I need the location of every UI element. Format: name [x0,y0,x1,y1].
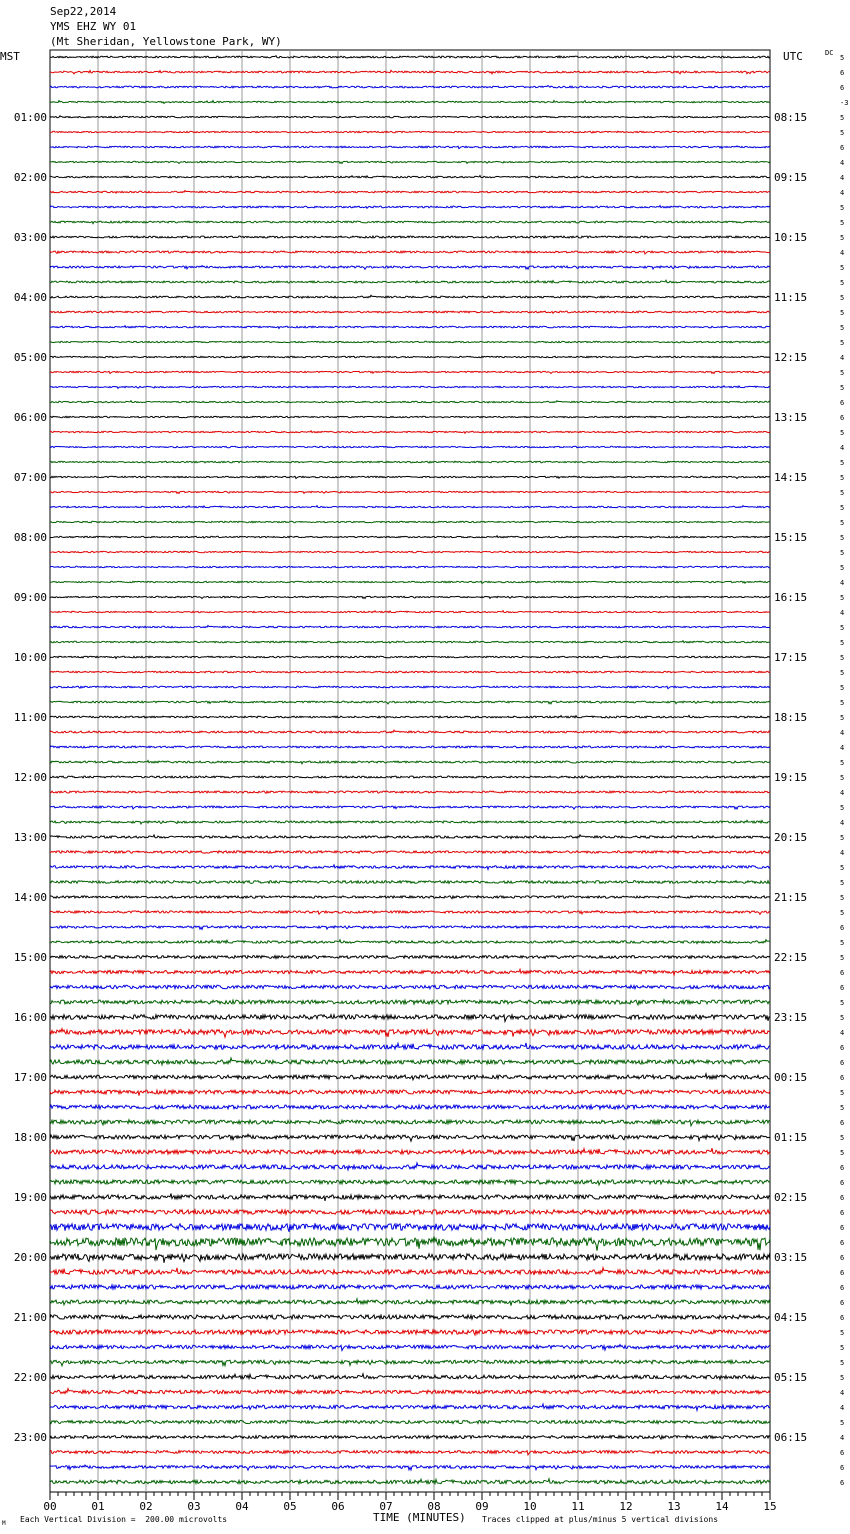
dc-offset-label: 5 [840,1149,845,1157]
trace-line-43 [50,701,770,704]
trace-line-53 [50,851,770,854]
trace-line-90 [50,1404,770,1410]
trace-line-40 [50,656,770,658]
right-hour-label: 03:15 [774,1251,808,1264]
x-tick-label: 04 [235,1500,249,1513]
right-timezone-label: UTC [783,50,803,63]
dc-offset-label: 5 [840,459,845,467]
right-hour-label: 21:15 [774,891,808,904]
dc-offset-label: 5 [840,114,845,122]
dc-offset-label: 6 [840,1074,845,1082]
trace-line-89 [50,1389,770,1394]
trace-line-48 [50,776,770,778]
trace-line-11 [50,221,770,224]
dc-offset-label: 6 [840,414,845,422]
right-hour-label: 17:15 [774,651,808,664]
dc-offset-label: 5 [840,1359,845,1367]
dc-offset-label: 5 [840,1089,845,1097]
dc-offset-label: 6 [840,1119,845,1127]
trace-line-51 [50,820,770,824]
dc-offset-label: 5 [840,564,845,572]
dc-offset-label: 6 [840,1224,845,1232]
corner-mark: M [2,1520,6,1527]
trace-line-15 [50,280,770,283]
dc-offset-label: 6 [840,1479,845,1487]
trace-line-76 [50,1194,770,1201]
x-tick-label: 14 [715,1500,729,1513]
x-tick-label: 10 [523,1500,537,1513]
dc-offset-label: 5 [840,894,845,902]
dc-offset-label: 5 [840,804,845,812]
dc-offset-label: 4 [840,789,845,797]
trace-line-12 [50,236,770,238]
trace-line-86 [50,1345,770,1351]
dc-offset-label: 5 [840,489,845,497]
dc-offset-label: 5 [840,54,845,62]
left-hour-label: 08:00 [13,531,47,544]
trace-line-27 [50,461,770,463]
trace-line-5 [50,131,770,133]
dc-offset-label: 5 [840,534,845,542]
right-hour-label: 11:15 [774,291,808,304]
dc-offset-label: 4 [840,1029,845,1037]
trace-line-17 [50,311,770,313]
trace-line-44 [50,715,770,718]
trace-line-67 [50,1058,770,1065]
dc-offset-label: 5 [840,549,845,557]
x-tick-label: 01 [91,1500,105,1513]
trace-line-68 [50,1074,770,1080]
trace-line-32 [50,536,770,539]
right-hour-label: 04:15 [774,1311,808,1324]
trace-line-94 [50,1465,770,1470]
dc-offset-label: 4 [840,249,845,257]
dc-label: DC [825,49,834,57]
trace-line-9 [50,190,770,193]
right-hour-label: 09:15 [774,171,808,184]
trace-line-69 [50,1090,770,1096]
left-hour-label: 07:00 [13,471,47,484]
trace-line-34 [50,566,770,568]
dc-offset-label: 4 [840,354,845,362]
x-tick-label: 13 [667,1500,681,1513]
right-hour-label: 08:15 [774,111,808,124]
dc-offset-label: 5 [840,1104,845,1112]
trace-line-74 [50,1163,770,1170]
trace-line-59 [50,940,770,944]
x-tick-label: 06 [331,1500,345,1513]
trace-line-63 [50,1000,770,1005]
left-hour-label: 21:00 [13,1311,47,1324]
dc-offset-label: 6 [840,984,845,992]
dc-offset-label: 5 [840,1329,845,1337]
trace-line-46 [50,746,770,748]
trace-line-13 [50,251,770,254]
trace-line-21 [50,371,770,374]
trace-line-7 [50,161,770,163]
dc-offset-label: 5 [840,654,845,662]
right-hour-label: 02:15 [774,1191,808,1204]
left-hour-label: 20:00 [13,1251,47,1264]
trace-line-79 [50,1236,770,1250]
dc-offset-label: 5 [840,879,845,887]
trace-line-8 [50,176,770,178]
dc-offset-label: 6 [840,1179,845,1187]
dc-offset-label: 5 [840,774,845,782]
scale-note: Each Vertical Division = 200.00 microvolts [20,1515,228,1524]
trace-line-57 [50,910,770,914]
right-hour-label: 15:15 [774,531,808,544]
trace-line-75 [50,1180,770,1185]
dc-offset-label: 5 [840,429,845,437]
trace-line-71 [50,1120,770,1126]
dc-offset-label: 6 [840,1164,845,1172]
right-hour-label: 10:15 [774,231,808,244]
trace-line-38 [50,625,770,628]
trace-line-72 [50,1134,770,1141]
trace-line-65 [50,1029,770,1038]
dc-offset-label: 4 [840,744,845,752]
x-tick-label: 02 [139,1500,153,1513]
trace-line-82 [50,1285,770,1289]
right-hour-label: 16:15 [774,591,808,604]
trace-line-33 [50,551,770,552]
dc-offset-label: 6 [840,84,845,92]
dc-offset-label: -3 [840,99,849,107]
x-tick-label: 03 [187,1500,201,1513]
trace-line-64 [50,1015,770,1022]
trace-line-91 [50,1420,770,1423]
dc-offset-label: 5 [840,714,845,722]
dc-offset-label: 5 [840,384,845,392]
trace-line-20 [50,356,770,358]
dc-offset-label: 5 [840,294,845,302]
dc-offset-label: 5 [840,519,845,527]
trace-line-95 [50,1479,770,1484]
trace-line-78 [50,1223,770,1232]
trace-line-1 [50,70,770,74]
trace-line-28 [50,476,770,479]
dc-offset-label: 5 [840,834,845,842]
right-hour-label: 22:15 [774,951,808,964]
trace-line-30 [50,506,770,508]
right-hour-label: 12:15 [774,351,808,364]
trace-line-36 [50,596,770,598]
dc-offset-label: 5 [840,309,845,317]
dc-offset-label: 5 [840,684,845,692]
trace-line-55 [50,881,770,884]
trace-line-31 [50,521,770,522]
left-hour-label: 23:00 [13,1431,47,1444]
trace-line-88 [50,1374,770,1380]
dc-offset-label: 4 [840,609,845,617]
dc-offset-label: 6 [840,1314,845,1322]
left-hour-label: 17:00 [13,1071,47,1084]
trace-line-73 [50,1148,770,1154]
right-hour-label: 01:15 [774,1131,808,1144]
x-tick-label: 12 [619,1500,633,1513]
trace-line-41 [50,671,770,673]
left-hour-label: 04:00 [13,291,47,304]
dc-offset-label: 4 [840,819,845,827]
dc-offset-label: 5 [840,864,845,872]
clip-note: Traces clipped at plus/minus 5 vertical divisions [482,1515,719,1524]
dc-offset-label: 5 [840,1134,845,1142]
dc-offset-label: 6 [840,144,845,152]
trace-line-29 [50,491,770,493]
dc-offset-label: 5 [840,339,845,347]
trace-line-39 [50,641,770,644]
trace-line-18 [50,326,770,329]
dc-offset-label: 5 [840,1374,845,1382]
dc-offset-label: 6 [840,69,845,77]
x-tick-label: 07 [379,1500,393,1513]
right-hour-label: 20:15 [774,831,808,844]
trace-line-87 [50,1360,770,1366]
right-hour-label: 19:15 [774,771,808,784]
trace-line-92 [50,1435,770,1439]
left-hour-label: 09:00 [13,591,47,604]
trace-line-85 [50,1330,770,1336]
left-hour-label: 19:00 [13,1191,47,1204]
trace-line-60 [50,956,770,959]
trace-line-83 [50,1299,770,1306]
trace-line-10 [50,206,770,209]
left-hour-label: 14:00 [13,891,47,904]
dc-offset-label: 5 [840,1344,845,1352]
left-hour-label: 11:00 [13,711,47,724]
trace-line-84 [50,1315,770,1319]
x-tick-label: 11 [571,1500,585,1513]
dc-offset-label: 4 [840,579,845,587]
left-hour-label: 12:00 [13,771,47,784]
dc-offset-label: 6 [840,1464,845,1472]
dc-offset-label: 5 [840,624,845,632]
dc-offset-label: 6 [840,1269,845,1277]
dc-offset-label: 6 [840,1044,845,1052]
trace-line-3 [50,100,770,103]
dc-offset-label: 4 [840,729,845,737]
dc-offset-label: 4 [840,1389,845,1397]
left-hour-label: 03:00 [13,231,47,244]
trace-line-61 [50,969,770,975]
trace-line-23 [50,401,770,403]
dc-offset-label: 5 [840,1419,845,1427]
dc-offset-label: 6 [840,399,845,407]
trace-line-4 [50,116,770,118]
dc-offset-label: 5 [840,234,845,242]
dc-offset-label: 4 [840,444,845,452]
dc-offset-label: 6 [840,1209,845,1217]
right-hour-label: 06:15 [774,1431,808,1444]
trace-line-54 [50,865,770,870]
trace-line-77 [50,1210,770,1214]
trace-line-25 [50,431,770,434]
dc-offset-label: 5 [840,699,845,707]
trace-line-26 [50,446,770,447]
left-hour-label: 13:00 [13,831,47,844]
left-hour-label: 06:00 [13,411,47,424]
dc-offset-label: 5 [840,594,845,602]
left-hour-label: 01:00 [13,111,47,124]
trace-line-52 [50,835,770,839]
left-hour-label: 10:00 [13,651,47,664]
left-hour-label: 05:00 [13,351,47,364]
dc-offset-label: 4 [840,174,845,182]
trace-line-45 [50,730,770,733]
left-hour-label: 16:00 [13,1011,47,1024]
left-hour-label: 18:00 [13,1131,47,1144]
dc-offset-label: 6 [840,969,845,977]
dc-offset-label: 5 [840,999,845,1007]
x-tick-label: 08 [427,1500,441,1513]
dc-offset-label: 4 [840,1434,845,1442]
right-hour-label: 14:15 [774,471,808,484]
trace-line-81 [50,1268,770,1275]
dc-offset-label: 5 [840,369,845,377]
left-hour-label: 02:00 [13,171,47,184]
dc-offset-label: 5 [840,219,845,227]
dc-offset-label: 6 [840,1299,845,1307]
trace-line-22 [50,386,770,389]
trace-line-50 [50,806,770,809]
x-tick-label: 09 [475,1500,489,1513]
dc-offset-label: 5 [840,909,845,917]
trace-line-35 [50,581,770,583]
right-hour-label: 05:15 [774,1371,808,1384]
trace-line-66 [50,1043,770,1049]
trace-line-24 [50,416,770,418]
x-tick-label: 05 [283,1500,297,1513]
dc-offset-label: 6 [840,1284,845,1292]
header-date: Sep22,2014 [50,5,117,18]
trace-line-6 [50,146,770,149]
right-hour-label: 00:15 [774,1071,808,1084]
x-tick-label: 00 [43,1500,57,1513]
dc-offset-label: 5 [840,639,845,647]
right-hour-label: 23:15 [774,1011,808,1024]
dc-offset-label: 6 [840,1059,845,1067]
dc-offset-label: 6 [840,1449,845,1457]
dc-offset-label: 4 [840,1404,845,1412]
trace-line-70 [50,1105,770,1109]
dc-offset-label: 5 [840,474,845,482]
trace-line-16 [50,295,770,298]
dc-offset-label: 5 [840,1014,845,1022]
dc-offset-label: 4 [840,189,845,197]
dc-offset-label: 5 [840,759,845,767]
trace-line-58 [50,926,770,929]
dc-offset-label: 6 [840,924,845,932]
trace-line-19 [50,341,770,343]
dc-offset-label: 5 [840,204,845,212]
trace-line-56 [50,896,770,899]
dc-offset-label: 4 [840,849,845,857]
trace-line-49 [50,791,770,794]
dc-offset-label: 6 [840,1194,845,1202]
trace-line-37 [50,611,770,613]
dc-offset-label: 6 [840,1239,845,1247]
dc-offset-label: 5 [840,324,845,332]
dc-offset-label: 6 [840,1254,845,1262]
trace-line-80 [50,1252,770,1263]
trace-line-93 [50,1451,770,1455]
dc-offset-label: 5 [840,129,845,137]
right-hour-label: 18:15 [774,711,808,724]
header-station: YMS EHZ WY 01 [50,20,137,33]
dc-offset-label: 5 [840,264,845,272]
dc-offset-label: 5 [840,504,845,512]
trace-line-2 [50,85,770,87]
dc-offset-label: 5 [840,954,845,962]
x-axis-label: TIME (MINUTES) [373,1511,466,1524]
x-tick-label: 15 [763,1500,777,1513]
dc-offset-label: 4 [840,159,845,167]
trace-line-0 [50,56,770,59]
left-hour-label: 22:00 [13,1371,47,1384]
trace-line-42 [50,686,770,689]
dc-offset-label: 5 [840,279,845,287]
trace-line-62 [50,985,770,989]
left-hour-label: 15:00 [13,951,47,964]
dc-offset-label: 5 [840,939,845,947]
left-timezone-label: MST [0,50,20,63]
trace-line-47 [50,760,770,763]
right-hour-label: 13:15 [774,411,808,424]
dc-offset-label: 5 [840,669,845,677]
trace-line-14 [50,266,770,270]
header-location: (Mt Sheridan, Yellowstone Park, WY) [50,35,282,48]
